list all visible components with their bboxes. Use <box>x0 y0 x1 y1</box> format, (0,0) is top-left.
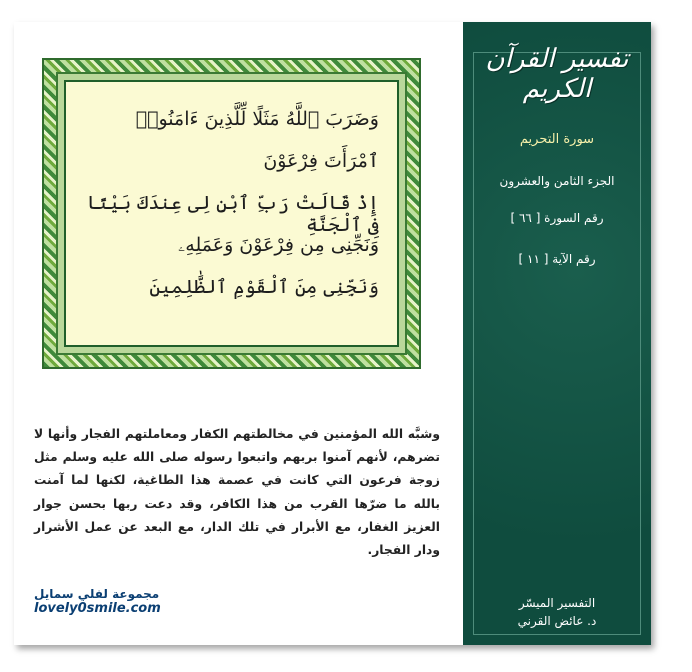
surah-number: رقم السورة [ ٦٦ ] <box>510 211 604 225</box>
verse-panel <box>64 80 399 347</box>
watermark-url[interactable]: lovely0smile.com <box>34 601 161 616</box>
ayah-number: رقم الآية [ ١١ ] <box>518 252 596 266</box>
credit-source: التفسير الميسّر <box>518 596 596 610</box>
verse-line: وَضَرَبَ ٱللَّهُ مَثَلًا لِّلَّذِينَ ءَامَنُوا۟ <box>135 108 379 130</box>
verse-frame <box>42 58 421 369</box>
commentary-text: وشبَّه الله المؤمنين في مخالطتهم الكفار ومعاملتهم الفجار وأنها لا تضرهم، لأنهم آمنوا بربهم واتبعوا رسوله صلى الله عليه وسلم مثل زوجة فرعون التي كانت في عصمة هذا الطاغية، لكنها لما آمنت بالله ما ضرّها القرب من هذا الكافر، وقد دعت ربها بحسن جوار العزيز الغفار، مع الأبرار في تلك الدار، مع البعد عن عمل الأشرار ودار الفجار. <box>34 427 440 558</box>
sidebar-panel <box>463 22 651 645</box>
surah-name: سورة التحريم <box>519 132 595 147</box>
page-card <box>14 22 651 645</box>
verse-line: ٱمْرَأَتَ فِرْعَوْنَ <box>263 150 379 172</box>
juz-label: الجزء الثامن والعشرون <box>499 174 615 188</box>
credit-author: د. عائض القرني <box>517 614 597 628</box>
verse-line: وَنَجِّنِى مِن فِرْعَوْنَ وَعَمَلِهِۦ <box>178 234 379 256</box>
site-watermark[interactable] <box>34 587 161 616</box>
verse-line: وَنَجِّنِى مِنَ ٱلْقَوْمِ ٱلظَّٰلِمِينَ <box>149 276 379 298</box>
app-title: تفسير القرآن الكريم <box>485 44 629 104</box>
verse-frame-border <box>56 72 407 355</box>
verse-line: إِذْ قَالَتْ رَبِّ ٱبْنِ لِى عِندَكَ بَيْتًا فِى ٱلْجَنَّةِ <box>86 192 379 236</box>
watermark-arabic: مجموعة لفلي سمايل <box>34 587 160 601</box>
